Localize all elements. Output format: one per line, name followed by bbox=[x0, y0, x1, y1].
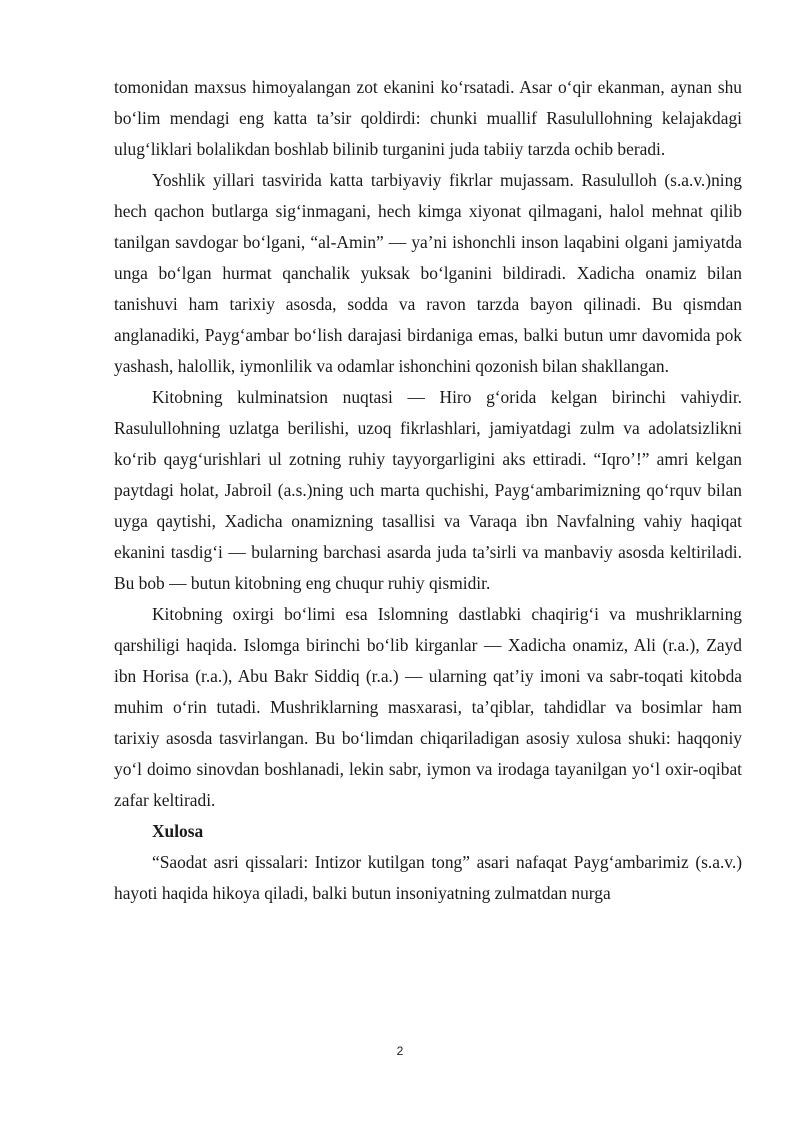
page-number: 2 bbox=[396, 1044, 404, 1058]
paragraph-early-islam: Kitobning oxirgi bo‘limi esa Islomning dastlabki chaqirig‘i va mushriklarning qarshiligi haqida. Islomga birinchi bo‘lib kirganlar — Xadicha onamiz, Ali (r.a.), Zayd ibn Horisa (r.a.), Abu Bakr Siddiq (r.a.) — ularning qat’iy imoni va sabr-toqati kitobda muhim o‘rin tutadi. Mushriklarning masxarasi, ta’qiblar, tahdidlar va bosimlar ham tarixiy asosda tasvirlangan. Bu bo‘limdan chiqariladigan asosiy xulosa shuki: haqqoniy yo‘l doimo sinovdan boshlanadi, lekin sabr, iymon va irodaga tayanilgan yo‘l oxir-oqibat zafar keltiradi. bbox=[114, 604, 742, 810]
paragraph-first-revelation: Kitobning kulminatsion nuqtasi — Hiro g‘orida kelgan birinchi vahiydir. Rasulullohning uzlatga berilishi, uzoq fikrlashlari, jamiyatdagi zulm va adolatsizlikni ko‘rib qayg‘urishlari ul zotning ruhiy tayyorgarligini aks ettiradi. “Iqro’!” amri kelgan paytdagi holat, Jabroil (a.s.)ning uch marta quchishi, Payg‘ambarimizning qo‘rquv bilan uyga qaytishi, Xadicha onamizning tasallisi va Varaqa ibn Navfalning vahiy haqiqat ekanini tasdig‘i — bularning barchasi asarda juda ta’sirli va manbaviy asosda keltiriladi. Bu bob — butun kitobning eng chuqur ruhiy qismidir. bbox=[114, 387, 742, 593]
document-page bbox=[114, 72, 742, 909]
section-heading-conclusion: Xulosa bbox=[152, 821, 204, 841]
paragraph-conclusion: “Saodat asri qissalari: Intizor kutilgan tong” asari nafaqat Payg‘ambarimiz (s.a.v.) hayoti haqida hikoya qiladi, balki butun insoniyatning zulmatdan nurga bbox=[114, 852, 742, 903]
paragraph-youth-years: Yoshlik yillari tasvirida katta tarbiyaviy fikrlar mujassam. Rasululloh (s.a.v.)ning hech qachon butlarga sig‘inmagani, hech kimga xiyonat qilmagani, halol mehnat qilib tanilgan savdogar bo‘lgani, “al-Amin” — ya’ni ishonchli inson laqabini olgani jamiyatda unga bo‘lgan hurmat qanchalik yuksak bo‘lganini bildiradi. Xadicha onamiz bilan tanishuvi ham tarixiy asosda, sodda va ravon tarzda bayon qilinadi. Bu qismdan anglanadiki, Payg‘ambar bo‘lish darajasi birdaniga emas, balki butun umr davomida pok yashash, halollik, iymonlilik va odamlar ishonchini qozonish bilan shakllangan. bbox=[114, 170, 742, 376]
paragraph-continuation: tomonidan maxsus himoyalangan zot ekanini ko‘rsatadi. Asar o‘qir ekanman, aynan shu bo‘lim mendagi eng katta ta’sir qoldirdi: chunki muallif Rasulullohning kelajakdagi ulug‘liklari bolalikdan boshlab bilinib turganini juda tabiiy tarzda ochib beradi. bbox=[114, 77, 742, 159]
